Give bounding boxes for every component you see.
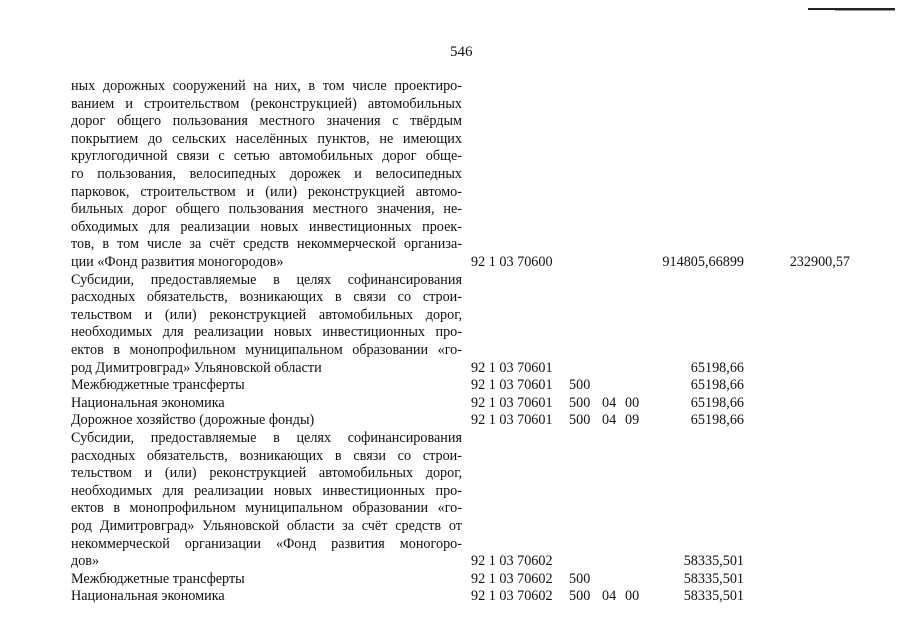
row-description-line: парковок, строительством и (или) реконструкцией автомо- [71,183,462,200]
row-description-line: Субсидии, предоставляемые в целях софинансирования [71,430,462,446]
amount-total: 58335,501 [683,570,744,587]
expense-type-code: 500 [569,394,591,411]
target-article-code: 92 1 03 70601 [471,394,553,411]
amount-total: 58335,501 [683,553,744,570]
row-description-line: род Димитровград» Ульяновской области [71,359,322,376]
expense-type-code: 500 [569,570,591,587]
row-description-line: обходимых для реализации новых инвестиционных проек- [71,218,462,235]
amount-total: 914805,66899 [662,254,744,270]
row-description-line: Национальная экономика [71,588,225,605]
target-article-code: 92 1 03 70602 [471,553,553,570]
row-description-line: го пользования, велосипедных дорожек и велосипедных [71,166,462,182]
amount-total: 58335,501 [683,588,744,605]
target-article-code: 92 1 03 70602 [471,570,553,587]
row-description-line: расходных обязательств, возникающих в связи со строи- [71,289,462,306]
row-description-line: тельством и (или) реконструкцией автомобильных дорог, [71,306,462,323]
target-article-code: 92 1 03 70601 [471,377,553,394]
row-description-line: расходных обязательств, возникающих в связи со строи- [71,447,462,464]
target-article-code: 92 1 03 70601 [471,359,553,376]
row-description-line: ных дорожных сооружений на них, в том числе проектиро- [71,78,462,94]
page-number: 546 [450,44,473,60]
expense-type-code: 500 [569,377,591,394]
row-description-line: тов, в том числе за счёт средств некоммерческой организа- [71,236,462,253]
section-code: 04 [602,394,617,411]
section-code: 04 [602,412,617,429]
row-description-line: Национальная экономика [71,394,225,411]
row-description-line: Межбюджетные трансферты [71,377,245,394]
row-description-line: дов» [71,553,100,570]
row-description-line: Межбюджетные трансферты [71,570,245,587]
subsection-code: 00 [625,588,640,605]
row-description-line: Дорожное хозяйство (дорожные фонды) [71,412,315,429]
target-article-code: 92 1 03 70602 [471,588,553,605]
expense-type-code: 500 [569,588,591,605]
amount-total: 65198,66 [690,359,744,376]
row-description-line: круглогодичной связи с сетью автомобильных дорог обще- [71,148,462,165]
section-code: 04 [602,588,617,605]
row-description-line: дорог общего пользования местного значения с твёрдым [71,113,462,130]
subsection-code: 00 [625,394,640,411]
row-description-line: тельством и (или) реконструкцией автомобильных дорог, [71,465,462,482]
row-description-line: покрытием до сельских населённых пунктов, не имеющих [71,130,462,147]
row-description-line: ванием и строительством (реконструкцией) автомобильных [71,95,462,112]
amount-total: 65198,66 [690,394,744,411]
amount-funded: 232900,57 [789,254,850,270]
scan-edge-mark [835,10,895,11]
row-description-line: бильных дорог общего пользования местного значения, не- [71,201,462,218]
expense-type-code: 500 [569,412,591,429]
target-article-code: 92 1 03 70601 [471,412,553,429]
row-description-line: ектов в монопрофильном муниципальном образовании «го- [71,342,462,358]
row-description-line: род Димитровград» Ульяновской области за счёт средств от [71,518,462,534]
row-description-line: ции «Фонд развития моногородов» [71,254,284,270]
amount-total: 65198,66 [690,412,744,429]
amount-total: 65198,66 [690,377,744,394]
row-description-line: Субсидии, предоставляемые в целях софинансирования [71,271,462,288]
row-description-line: необходимых для реализации новых инвестиционных про- [71,482,462,499]
row-description-line: ектов в монопрофильном муниципальном образовании «го- [71,500,462,517]
row-description-line: некоммерческой организации «Фонд развития моногоро- [71,535,462,552]
subsection-code: 09 [625,412,640,429]
row-description-line: необходимых для реализации новых инвестиционных про- [71,324,462,341]
target-article-code: 92 1 03 70600 [471,254,553,270]
